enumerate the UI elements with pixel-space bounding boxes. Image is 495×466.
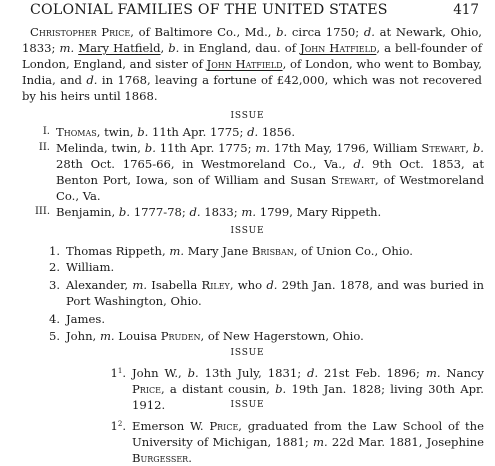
running-title: COLONIAL FAMILIES OF THE UNITED STATES bbox=[30, 2, 388, 18]
entry-number: $1^2$. bbox=[110, 419, 126, 433]
intro-paragraph: Christopher Price, of Baltimore Co., Md., b. circa 1750; d. at Newark, Ohio, 1833; m. Mary Hatfield, b. in England, dau. of John Hatfield, a bell-founder of London, England, and sister of John Hatfield, of London, who went to Bombay, India, and d. in 1768, leaving a fortune of £42,000, which was not recovered by his heirs until 1868. bbox=[22, 25, 483, 103]
entry-emerson-w: Emerson W. Price, graduated from the Law School of the University of Michigan, 1881; m. 22d Mar. 1881, Josephine Burgesser. bbox=[132, 419, 485, 465]
subject-name: Christopher Price bbox=[30, 25, 131, 39]
entry-number: $1^1$. bbox=[110, 366, 126, 380]
entry-james: James. bbox=[66, 312, 106, 326]
issue-heading: ISSUE bbox=[230, 400, 265, 410]
brother-name: John Hatfield bbox=[206, 57, 283, 71]
entry-number: 4. bbox=[48, 312, 60, 326]
issue-heading: ISSUE bbox=[230, 348, 265, 358]
entry-william: William. bbox=[66, 260, 115, 274]
page-header bbox=[0, 2, 495, 20]
entry-number: 2. bbox=[48, 260, 60, 274]
entry-alexander: Alexander, m. Isabella Riley, who d. 29th Jan. 1878, and was buried in Port Washington, Ohio. bbox=[66, 278, 484, 308]
entry-number: 1. bbox=[48, 244, 60, 258]
entry-thomas: Thomas, twin, b. 11th Apr. 1775; d. 1856. bbox=[56, 125, 296, 139]
father-name: John Hatfield bbox=[300, 41, 377, 55]
page-number: 417 bbox=[453, 2, 479, 18]
spouse-name: Mary Hatfield bbox=[78, 41, 161, 55]
entry-john: John, m. Louisa Pruden, of New Hagerstown, Ohio. bbox=[66, 329, 364, 343]
entry-number: 3. bbox=[48, 278, 60, 292]
entry-number: III. bbox=[34, 206, 50, 217]
issue-heading: ISSUE bbox=[230, 226, 265, 236]
entry-melinda: Melinda, twin, b. 11th Apr. 1775; m. 17th May, 1796, William Stewart, b. 28th Oct. 1765-66, in Westmoreland Co., Va., d. 9th Oct. 1853, at Benton Port, Iowa, son of William and Susan Stewart, of Westmoreland Co., Va. bbox=[56, 141, 484, 203]
entry-number: II. bbox=[38, 142, 50, 153]
entry-number: I. bbox=[42, 126, 50, 137]
entry-john-w: John W., b. 13th July, 1831; d. 21st Feb. 1896; m. Nancy Price, a distant cousin, b. 19th Jan. 1828; living 30th Apr. 1912. bbox=[132, 366, 484, 412]
issue-heading: ISSUE bbox=[230, 111, 265, 121]
entry-benjamin: Benjamin, b. 1777-78; d. 1833; m. 1799, Mary Rippeth. bbox=[56, 205, 382, 219]
entry-number: 5. bbox=[48, 329, 60, 343]
entry-thomas-rippeth: Thomas Rippeth, m. Mary Jane Brisban, of Union Co., Ohio. bbox=[66, 244, 413, 258]
